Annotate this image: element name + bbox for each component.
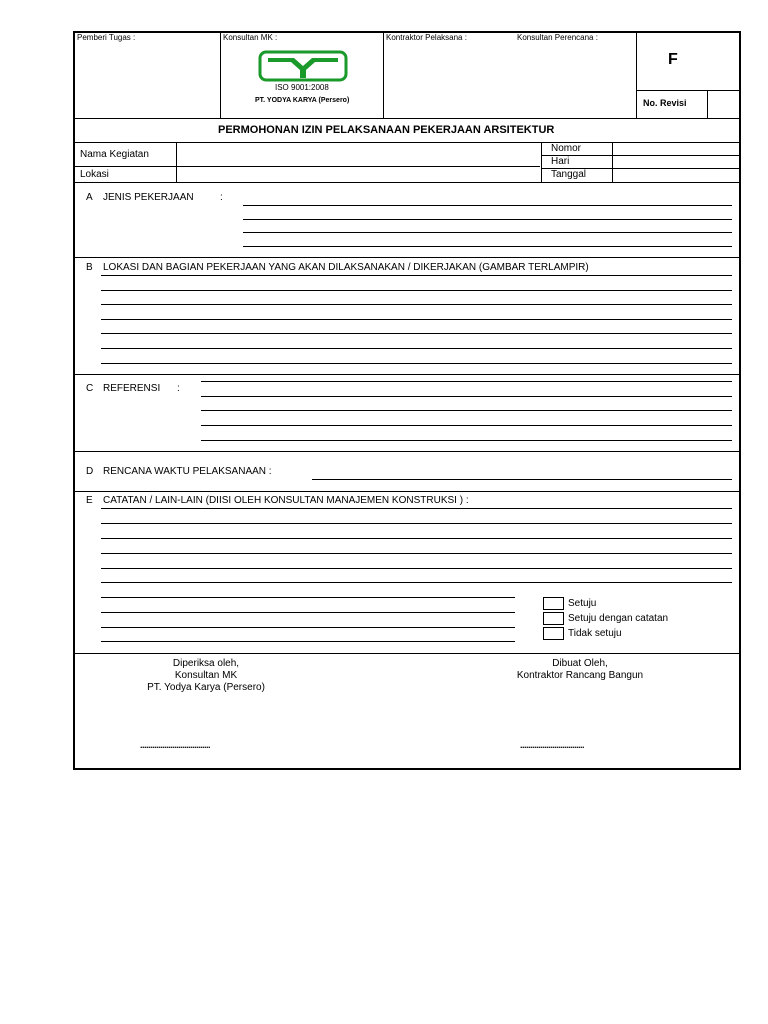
divider: [541, 155, 740, 156]
section-a-colon: :: [220, 192, 223, 203]
nama-kegiatan-label: Nama Kegiatan: [80, 149, 149, 160]
signature-left-line1: Diperiksa oleh,: [172, 658, 240, 669]
section-e-label: CATATAN / LAIN-LAIN (DIISI OLEH KONSULTAN MANAJEMEN KONSTRUKSI ) :: [103, 495, 469, 506]
section-b-label: LOKASI DAN BAGIAN PEKERJAAN YANG AKAN DILAKSANAKAN / DIKERJAKAN (GAMBAR TERLAMPIR): [103, 262, 589, 273]
write-line: [201, 396, 732, 397]
write-line: [243, 232, 732, 233]
write-line: [201, 425, 732, 426]
write-line: [101, 348, 732, 349]
tanggal-label: Tanggal: [551, 169, 587, 180]
lokasi-label: Lokasi: [80, 169, 109, 180]
divider: [176, 142, 177, 182]
divider: [74, 142, 740, 143]
write-line: [201, 440, 732, 441]
write-line: [101, 627, 515, 628]
divider: [220, 32, 221, 118]
right-signature-dots: ................................: [520, 740, 585, 750]
section-c-letter: C: [86, 383, 94, 394]
write-line: [201, 381, 732, 382]
section-b-letter: B: [86, 262, 93, 273]
divider: [74, 182, 740, 183]
section-c-label: REFERENSI: [103, 383, 161, 394]
divider: [541, 142, 542, 182]
no-revisi-label: No. Revisi: [643, 98, 687, 108]
write-line: [201, 410, 732, 411]
write-line: [101, 319, 732, 320]
divider: [74, 451, 740, 452]
divider: [636, 90, 740, 91]
right-signature-block: [480, 658, 680, 682]
write-line: [101, 612, 515, 613]
left-signature-block: [106, 658, 306, 694]
write-line: [101, 641, 515, 642]
write-line: [101, 538, 732, 539]
divider: [74, 257, 740, 258]
yodya-karya-logo-icon: [258, 50, 348, 82]
pemberi-tugas-label: Pemberi Tugas :: [77, 33, 136, 42]
signature-left-line3: PT. Yodya Karya (Persero): [147, 682, 265, 693]
write-line: [101, 290, 732, 291]
divider: [74, 491, 740, 492]
section-d-letter: D: [86, 466, 94, 477]
signature-left-line2: Konsultan MK: [174, 670, 238, 681]
setuju-label: Setuju: [568, 598, 597, 609]
write-line: [243, 219, 732, 220]
divider: [383, 32, 384, 118]
section-d-label: RENCANA WAKTU PELAKSANAAN :: [103, 466, 272, 477]
divider: [707, 90, 708, 118]
divider: [74, 166, 540, 167]
nomor-label: Nomor: [551, 143, 582, 154]
kontraktor-pelaksana-label: Kontraktor Pelaksana :: [386, 33, 467, 42]
hari-label: Hari: [551, 156, 570, 167]
iso-text: ISO 9001:2008: [275, 83, 329, 92]
section-a-letter: A: [86, 192, 93, 203]
write-line: [101, 568, 732, 569]
write-line: [101, 553, 732, 554]
company-text: PT. YODYA KARYA (Persero): [255, 97, 350, 104]
divider: [74, 118, 740, 119]
section-e-letter: E: [86, 495, 93, 506]
tidak-setuju-label: Tidak setuju: [568, 628, 622, 639]
write-line: [243, 205, 732, 206]
tidak-setuju-checkbox[interactable]: [543, 627, 564, 640]
setuju-dengan-catatan-checkbox[interactable]: [543, 612, 564, 625]
divider: [636, 32, 637, 118]
signature-right-line1: Dibuat Oleh,: [552, 658, 608, 669]
write-line: [101, 523, 732, 524]
write-line: [101, 582, 732, 583]
divider: [74, 653, 740, 654]
write-line: [101, 304, 732, 305]
konsultan-mk-label: Konsultan MK :: [223, 33, 278, 42]
write-line: [101, 597, 515, 598]
form-code: F: [668, 51, 678, 68]
setuju-checkbox[interactable]: [543, 597, 564, 610]
page-title: PERMOHONAN IZIN PELAKSANAAN PEKERJAAN ARSITEKTUR: [218, 124, 555, 136]
signature-right-line2: Kontraktor Rancang Bangun: [516, 670, 644, 681]
divider: [74, 374, 740, 375]
write-line: [312, 479, 732, 480]
left-signature-dots: ...................................: [140, 740, 211, 750]
write-line: [101, 275, 732, 276]
section-a-label: JENIS PEKERJAAN: [103, 192, 194, 203]
divider: [612, 142, 613, 182]
write-line: [101, 333, 732, 334]
setuju-dengan-catatan-label: Setuju dengan catatan: [568, 613, 669, 624]
write-line: [101, 508, 732, 509]
write-line: [101, 363, 732, 364]
write-line: [243, 246, 732, 247]
konsultan-perencana-label: Konsultan Perencana :: [517, 33, 598, 42]
section-c-colon: :: [177, 383, 180, 394]
